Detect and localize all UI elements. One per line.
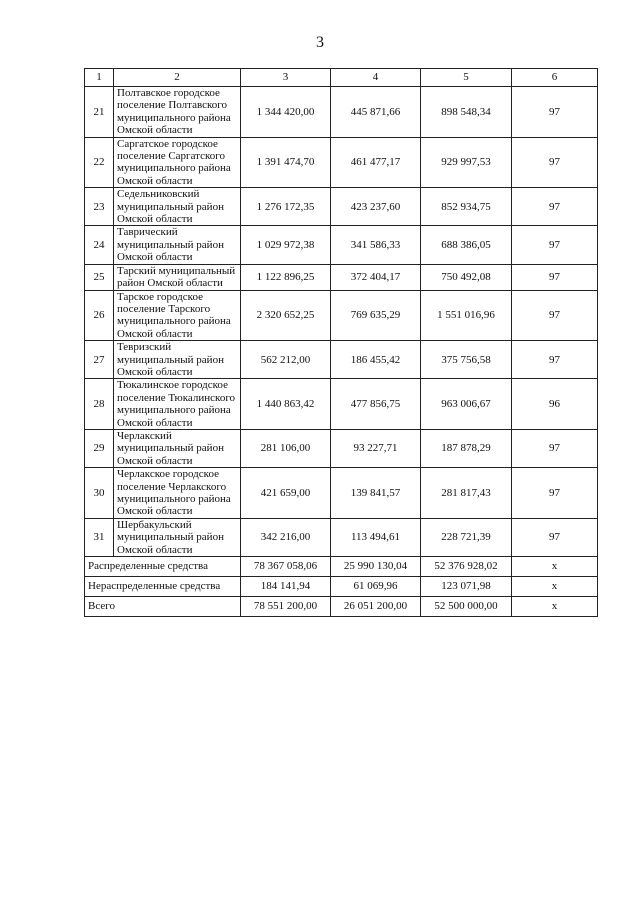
row-number-cell: 23 (85, 188, 114, 226)
column-6-cell: 97 (512, 226, 598, 264)
column-3-cell: 1 440 863,42 (241, 379, 331, 430)
summary-row (85, 577, 598, 597)
column-5-cell: 228 721,39 (421, 518, 512, 556)
row-number-cell: 28 (85, 379, 114, 430)
summary-c5-cell: 52 500 000,00 (421, 597, 512, 617)
municipality-name-cell: Шербакульский муниципальный район Омской области (114, 518, 241, 556)
summary-label-cell: Нераспределенные средства (85, 577, 241, 597)
row-number-cell: 25 (85, 264, 114, 290)
column-4-cell: 477 856,75 (331, 379, 421, 430)
table-row (85, 379, 598, 430)
table-row (85, 429, 598, 467)
row-number-cell: 30 (85, 468, 114, 519)
header-cell: 5 (421, 69, 512, 87)
column-6-cell: 97 (512, 137, 598, 188)
table-body (85, 69, 598, 617)
table-row (85, 137, 598, 188)
header-cell: 6 (512, 69, 598, 87)
municipality-name-cell: Седельниковский муниципальный район Омской области (114, 188, 241, 226)
column-4-cell: 113 494,61 (331, 518, 421, 556)
row-number-cell: 31 (85, 518, 114, 556)
row-number-cell: 27 (85, 341, 114, 379)
summary-row (85, 597, 598, 617)
table-row (85, 290, 598, 341)
column-6-cell: 96 (512, 379, 598, 430)
column-3-cell: 281 106,00 (241, 429, 331, 467)
column-3-cell: 342 216,00 (241, 518, 331, 556)
column-5-cell: 852 934,75 (421, 188, 512, 226)
column-4-cell: 372 404,17 (331, 264, 421, 290)
column-4-cell: 461 477,17 (331, 137, 421, 188)
distribution-table (84, 68, 598, 617)
table-row (85, 226, 598, 264)
municipality-name-cell: Саргатское городское поселение Саргатского муниципального района Омской области (114, 137, 241, 188)
column-3-cell: 1 391 474,70 (241, 137, 331, 188)
column-5-cell: 688 386,05 (421, 226, 512, 264)
summary-label-cell: Распределенные средства (85, 557, 241, 577)
column-6-cell: 97 (512, 290, 598, 341)
column-3-cell: 2 320 652,25 (241, 290, 331, 341)
summary-c5-cell: 52 376 928,02 (421, 557, 512, 577)
table-row (85, 188, 598, 226)
summary-label-cell: Всего (85, 597, 241, 617)
column-6-cell: 97 (512, 188, 598, 226)
summary-c4-cell: 26 051 200,00 (331, 597, 421, 617)
column-4-cell: 139 841,57 (331, 468, 421, 519)
table-row (85, 468, 598, 519)
table-row (85, 264, 598, 290)
page-number: 3 (316, 34, 324, 51)
column-4-cell: 186 455,42 (331, 341, 421, 379)
column-5-cell: 281 817,43 (421, 468, 512, 519)
column-4-cell: 769 635,29 (331, 290, 421, 341)
row-number-cell: 22 (85, 137, 114, 188)
column-6-cell: 97 (512, 429, 598, 467)
column-6-cell: 97 (512, 264, 598, 290)
column-4-cell: 93 227,71 (331, 429, 421, 467)
column-3-cell: 1 344 420,00 (241, 87, 331, 138)
summary-c5-cell: 123 071,98 (421, 577, 512, 597)
table-row (85, 341, 598, 379)
municipality-name-cell: Полтавское городское поселение Полтавского муниципального района Омской области (114, 87, 241, 138)
municipality-name-cell: Черлакское городское поселение Черлакского муниципального района Омской области (114, 468, 241, 519)
column-5-cell: 1 551 016,96 (421, 290, 512, 341)
summary-c3-cell: 184 141,94 (241, 577, 331, 597)
row-number-cell: 21 (85, 87, 114, 138)
row-number-cell: 29 (85, 429, 114, 467)
column-3-cell: 1 029 972,38 (241, 226, 331, 264)
summary-c3-cell: 78 551 200,00 (241, 597, 331, 617)
summary-c6-cell: x (512, 577, 598, 597)
row-number-cell: 26 (85, 290, 114, 341)
municipality-name-cell: Тарский муниципальный район Омской области (114, 264, 241, 290)
column-4-cell: 423 237,60 (331, 188, 421, 226)
column-3-cell: 1 122 896,25 (241, 264, 331, 290)
column-3-cell: 562 212,00 (241, 341, 331, 379)
summary-c6-cell: x (512, 557, 598, 577)
column-3-cell: 1 276 172,35 (241, 188, 331, 226)
column-5-cell: 963 006,67 (421, 379, 512, 430)
column-5-cell: 898 548,34 (421, 87, 512, 138)
column-3-cell: 421 659,00 (241, 468, 331, 519)
municipality-name-cell: Черлакский муниципальный район Омской области (114, 429, 241, 467)
column-5-cell: 375 756,58 (421, 341, 512, 379)
summary-c4-cell: 61 069,96 (331, 577, 421, 597)
column-6-cell: 97 (512, 87, 598, 138)
table-row (85, 87, 598, 138)
header-cell: 3 (241, 69, 331, 87)
municipality-name-cell: Тарское городское поселение Тарского муниципального района Омской области (114, 290, 241, 341)
column-4-cell: 445 871,66 (331, 87, 421, 138)
column-5-cell: 187 878,29 (421, 429, 512, 467)
header-cell: 2 (114, 69, 241, 87)
column-6-cell: 97 (512, 518, 598, 556)
column-6-cell: 97 (512, 468, 598, 519)
column-5-cell: 750 492,08 (421, 264, 512, 290)
municipality-name-cell: Таврический муниципальный район Омской области (114, 226, 241, 264)
column-6-cell: 97 (512, 341, 598, 379)
row-number-cell: 24 (85, 226, 114, 264)
summary-c6-cell: x (512, 597, 598, 617)
summary-row (85, 557, 598, 577)
column-4-cell: 341 586,33 (331, 226, 421, 264)
summary-c4-cell: 25 990 130,04 (331, 557, 421, 577)
table-header-row (85, 69, 598, 87)
municipality-name-cell: Тевризский муниципальный район Омской области (114, 341, 241, 379)
header-cell: 4 (331, 69, 421, 87)
summary-c3-cell: 78 367 058,06 (241, 557, 331, 577)
column-5-cell: 929 997,53 (421, 137, 512, 188)
header-cell: 1 (85, 69, 114, 87)
table-row (85, 518, 598, 556)
municipality-name-cell: Тюкалинское городское поселение Тюкалинского муниципального района Омской области (114, 379, 241, 430)
